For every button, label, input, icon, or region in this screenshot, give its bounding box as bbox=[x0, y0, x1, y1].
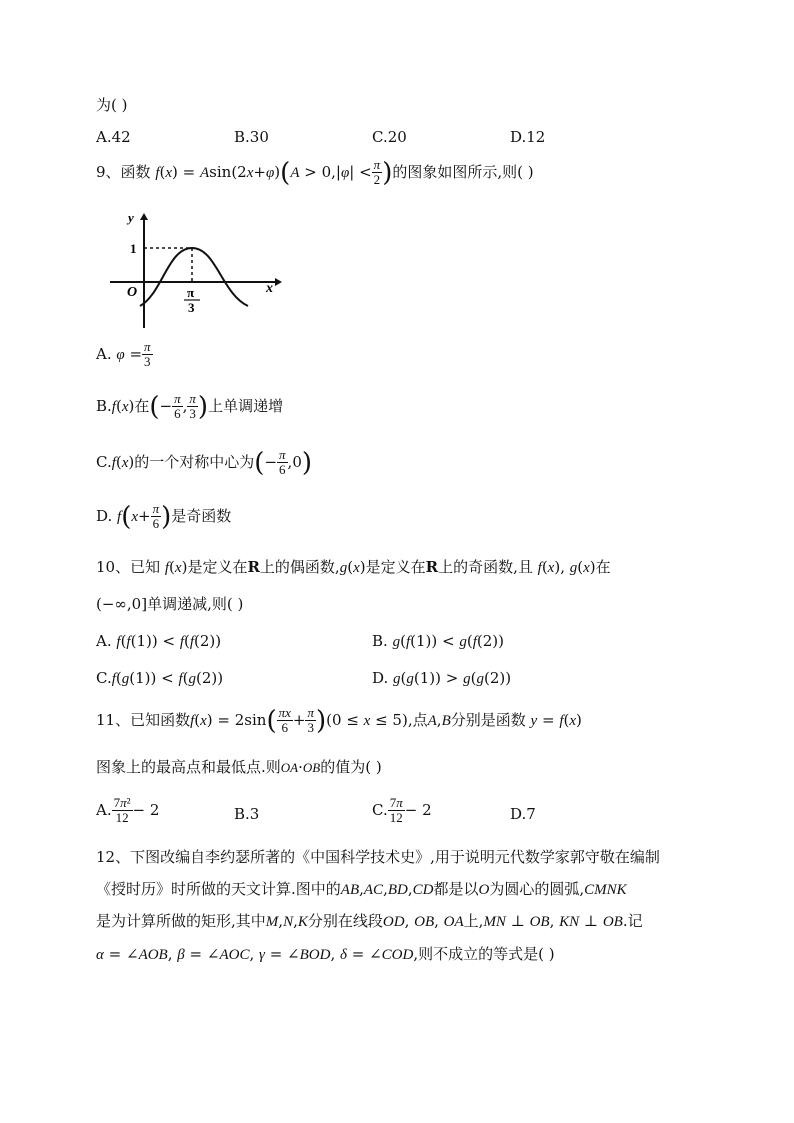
q10-option-d[interactable]: D. g(g(1)) > g(g(2)) bbox=[372, 669, 512, 687]
q10-option-c[interactable]: C.f(g(1)) < f(g(2)) bbox=[96, 669, 224, 687]
graph-origin-label: O bbox=[127, 285, 138, 300]
q11-option-d[interactable]: D.7 bbox=[510, 805, 536, 823]
q9-option-c[interactable]: C.f(x)的一个对称中心为(− $\frac{\pi}{6}$ ,0) bbox=[96, 447, 313, 478]
q10-option-b[interactable]: B. g(f(1)) < g(f(2)) bbox=[372, 632, 504, 650]
q9-option-a[interactable]: A. φ = $\frac{\pi}{3}$ bbox=[96, 339, 151, 370]
q8-option-b[interactable]: B.30 bbox=[234, 128, 269, 146]
q8-option-c[interactable]: C.20 bbox=[372, 128, 407, 146]
graph-x-label: x bbox=[266, 281, 273, 296]
q11-stem-line2: 图象上的最高点和最低点.则OA·OB的值为( ) bbox=[96, 758, 382, 776]
q9-option-d[interactable]: D. f(x+ $\frac{\pi}{6}$ )是奇函数 bbox=[96, 501, 232, 532]
q10-stem-line1: 10、已知 f(x)是定义在R上的偶函数,g(x)是定义在R上的奇函数,且 f(x), g(x)在 bbox=[96, 558, 611, 576]
sine-graph bbox=[110, 210, 300, 330]
q11-option-c[interactable]: C. $\frac{7\pi}{12}$ − 2 bbox=[372, 795, 432, 826]
q8-option-d[interactable]: D.12 bbox=[510, 128, 546, 146]
q12-stem-line4: α = ∠AOB, β = ∠AOC, γ = ∠BOD, δ = ∠COD,则不成立的等式是( ) bbox=[96, 945, 555, 963]
q11-option-a[interactable]: A. $\frac{\text{7π²}}{12}$ − 2 bbox=[96, 795, 160, 826]
graph-one-label: 1 bbox=[130, 241, 137, 256]
q11-stem-line1: 11、已知函数f(x) = 2sin( $\frac{\pi x}{6}$ + $\frac{\pi}{3}$ )(0 ≤ x ≤ 5),点A,B分别是函数 y = f(x) bbox=[96, 705, 582, 736]
q10-option-a[interactable]: A. f(f(1)) < f(f(2)) bbox=[96, 632, 222, 650]
graph-three-label: 3 bbox=[188, 300, 195, 315]
q12-stem-line1: 12、下图改编自李约瑟所著的《中国科学技术史》,用于说明元代数学家郭守敬在编制 bbox=[96, 848, 660, 866]
q9-option-b[interactable]: B.f(x)在(− $\frac{\pi}{6}$ , $\frac{\pi}{3}$ )上单调递增 bbox=[96, 391, 284, 422]
q12-stem-line2: 《授时历》时所做的天文计算.图中的AB,AC,BD,CD都是以O为圆心的圆弧,CMNK bbox=[96, 880, 627, 898]
graph-pi-label: π bbox=[187, 285, 195, 300]
q9-stem: 9、函数 f(x) = Asin(2x+φ)(A > 0,|φ| < $\frac{\pi}{2}$ )的图象如图所示,则( ) bbox=[96, 157, 534, 188]
q11-option-b[interactable]: B.3 bbox=[234, 805, 260, 823]
graph-y-label: y bbox=[128, 210, 134, 225]
q8-option-a[interactable]: A.42 bbox=[96, 128, 131, 146]
q8-tail: 为( ) bbox=[96, 96, 128, 114]
q12-stem-line3: 是为计算所做的矩形,其中M,N,K分别在线段OD, OB, OA上,MN ⊥ OB, KN ⊥ OB.记 bbox=[96, 912, 643, 930]
q10-stem-line2: (−∞,0]单调递减,则( ) bbox=[96, 595, 244, 613]
